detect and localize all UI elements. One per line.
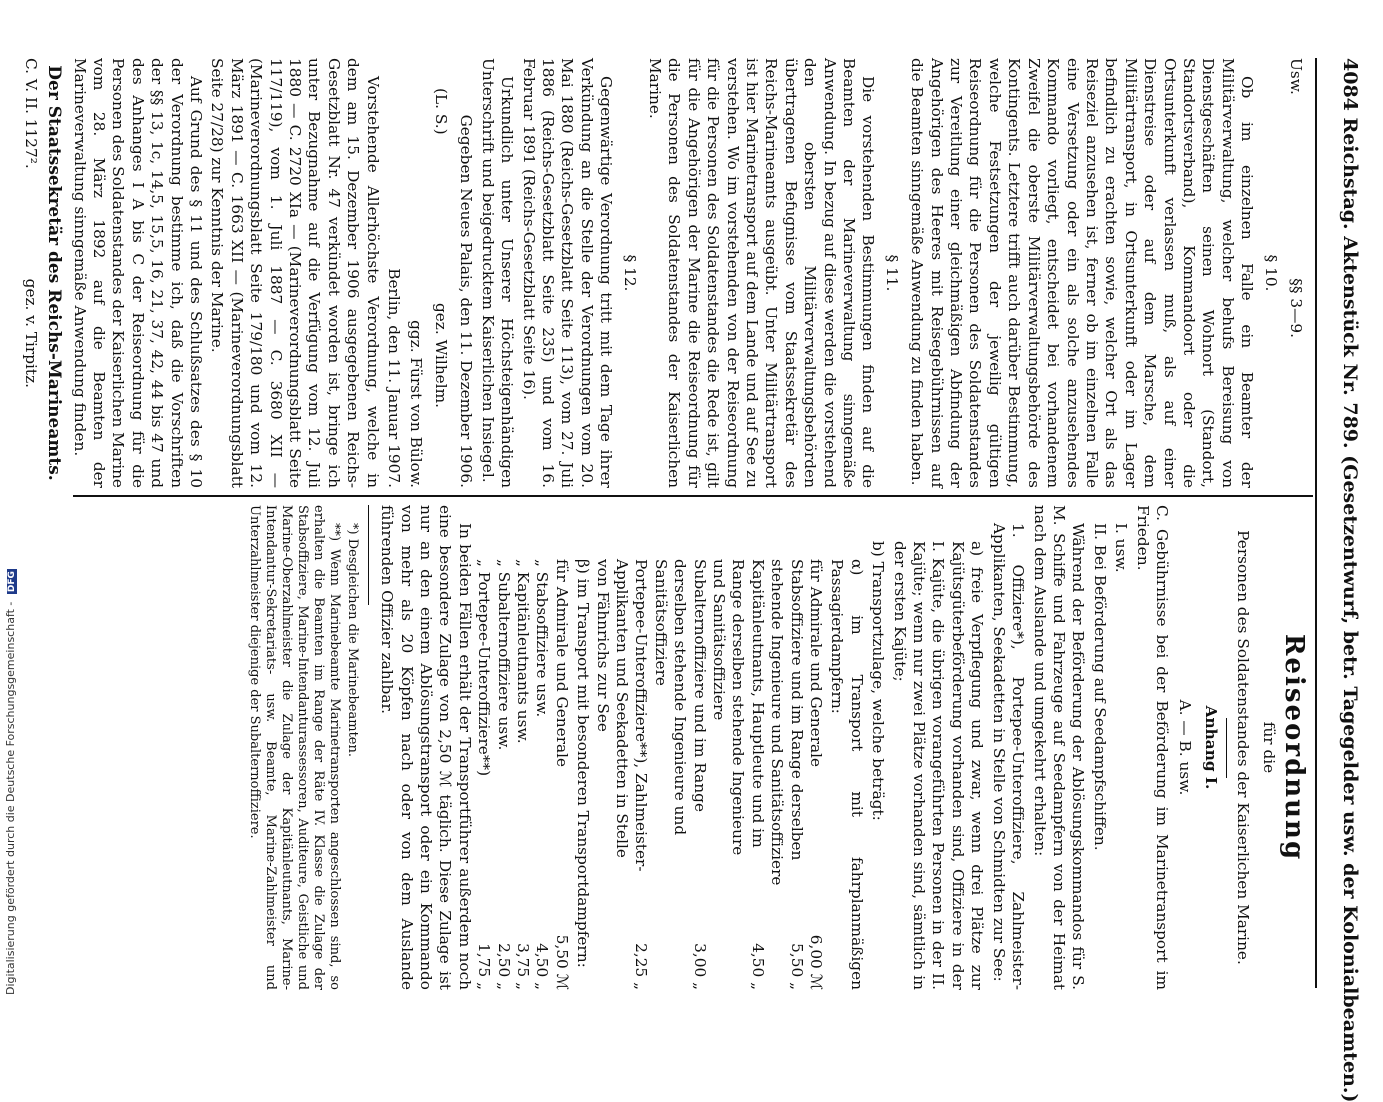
footnote-2: **) Wenn Marinebeamte Marinetransporten angeschlossen sind, so erhalten die Beamten im Range der Räte IV. Klasse die Zulage der Stabsoffiziere, Marine-Intendanturassessoren, Auditeure, Geistliche und Marine-Oberzahlmeister die Zulage der Kapitänleutnants, Marine-Intendantur-Sekretariats- usw. Beamte, Marine-Zahlmeister und Unterzahlmeister diejenige der Subalternoffiziere.: [246, 505, 342, 990]
rate-label: für Admirale und Generale: [807, 559, 826, 768]
rate-label: „ Kapitänleutnants usw.: [513, 559, 532, 744]
rate-value: 6,00 ℳ: [807, 934, 826, 990]
seal-ls: (L. S.): [431, 88, 450, 135]
reiseordnung-subtitle: Personen des Soldatenstandes der Kaiserlichen Marine.: [1234, 530, 1253, 965]
rate-label: Portepee-Unteroffiziere**), Zahlmeister-Applikanten und Seekadetten in Stelle von Fähnrichs zur See: [593, 559, 651, 872]
grund-text: Auf Grund des § 11 und des Schlußsatzes des § 10 der Verordnung bestimme ich, daß die Vorschriften der §§ 13, 1c, 14,5, 15,5, 16, 21, 37, 42, 44 bis 47 und des Anhanges I A bis C der Reiseordnung für die Personen des Soldatenstandes der Kaiserlichen Marine vom 28. März 1892 auf die Beamten der Marineverwaltung sinngemäße Anwendung finden.: [70, 58, 206, 488]
rate-kapit: [709, 505, 767, 990]
reiseordnung-title: Reiseordnung: [1279, 633, 1309, 862]
rate-subalt: [650, 505, 708, 990]
dfg-logo: DFG: [7, 571, 17, 593]
brate-port: [474, 505, 493, 990]
item-a: a) freie Verpflegung und zwar, wenn drei Plätze zur Kajütsgüterbeförderung vorhanden sind, Offiziere in der I. Kajüte, die übrigen vorangeführten Personen in der II. Kajüte; wenn nur zwei Plätze vorhanden sind, sämtlich in der ersten Kajüte;: [890, 541, 987, 990]
berlin-date: Berlin, den 11. Januar 1907.: [385, 268, 404, 488]
item-beta: β) im Transport mit besonderen Transportdampfern:: [574, 559, 593, 968]
item-1: 1. Offiziere*), Portepee-Unteroffiziere, Zahlmeister-Applikanten, Seekadetten in Stelle von Schmidten zur See:: [989, 523, 1028, 990]
berlin-text: Vorstehende Allerhöchste Verordnung, welche in dem am 15. Dezember 1906 ausgegebenen Reichs-Gesetzblatt Nr. 47 verkündet worden ist, bringe ich unter Bezugnahme auf die Verfügung vom 12. Juli 1880 — C. 2720 XIa — (Marineverordnungsblatt Seite 117/119), vom 1. Juli 1887 — C. 3680 XII — (Marineverordnungsblatt Seite 179/180 und vom 12. März 1891 — C. 1663 XII — (Marineverordnungsblatt Seite 27/28) zur Kenntnis der Marine.: [208, 58, 382, 488]
section-10-title: § 10.: [1261, 254, 1280, 292]
rate-value: 2,50 „: [494, 943, 513, 990]
anhang-title: Anhang I.: [1201, 705, 1220, 790]
right-column: [65, 505, 1309, 990]
section-10-text: Ob im einzelnen Falle ein Beamter der Militärverwaltung, welcher behufs Bereisung von Dienstgeschäften seinen Wohnort (Standort, Standortsverband), Kommandoort oder die Ortsunterkunft verlassen muß, als auf einer Dienstreise oder auf dem Marsche, dem Militärtransport, in Ortsunterkunft oder im Lager befindlich zu erachten sowie, welcher Ort als das Reiseziel anzusehen ist, ferner ob im einzelnen Falle eine Versetzung oder ein als solche anzusehendes Kommando vorliegt, entscheidet bei vorhandenem Zweifel die oberste Militärverwaltungsbehörde des Kontingents. Letztere trifft auch darüber Bestimmung, welche Festsetzungen der jeweilig gültigen Reiseordnung für die Personen des Soldatenstandes zur Vereitlung einer gleichmäßigen Abfindung der Angehörigen des Heeres mit Reisegebührnissen auf die Beamten sinngemäße Anwendung zu finden haben.: [908, 58, 1257, 488]
staatssekretaer: Der Staatssekretär des Reichs-Marineamts.: [44, 65, 65, 481]
item-alpha: α) im Transport mit fahrplanmäßigen Passagierdampfern:: [828, 559, 866, 990]
reference-number: C. V. II. 1127².: [21, 58, 40, 169]
signature-line: [431, 58, 450, 488]
footnote-1: *) Desgleichen die Marinebeamten.: [344, 523, 360, 757]
usw-line: [1286, 58, 1305, 488]
column-divider: [73, 495, 1313, 497]
left-column: [21, 58, 1305, 488]
section-12-text: Gegenwärtige Verordnung tritt mit dem Tage ihrer Verkündung an die Stelle der Verordnungen vom 20. Mai 1880 (Reichs-Gesetzblatt Seite 113), vom 27. Juli 1886 (Reichs-Gesetzblatt Seite 235) und vom 16. Februar 1891 (Reichs-Gesetzblatt Seite 16).: [519, 58, 616, 488]
rate-label: „ Portepee-Unteroffiziere**): [475, 559, 494, 777]
ii-line: II. Bei Beförderung auf Seedampfschiffen.: [1090, 523, 1109, 851]
para-range: §§ 3—9.: [1287, 278, 1305, 338]
brate-stabs: [532, 505, 551, 990]
rate-portepee: [592, 505, 650, 990]
place-date: Gegeben Neues Palais, den 11. Dezember 1906.: [457, 114, 476, 488]
rate-label: „ Stabsoffiziere usw.: [533, 559, 552, 718]
rate-value: 2,25 „: [632, 943, 651, 990]
rate-value: 3,75 „: [513, 943, 532, 990]
section-12-text2: Urkundlich unter Unserer Höchsteigenhändigen Unterschrift und beigedrucktem Kaiserlichen Insiegel.: [478, 58, 517, 488]
page-header: 4084 Reichstag. Aktenstück Nr. 789. (Gesetzentwurf, betr. Tagegelder usw. der Kolonialbeamten.): [1339, 58, 1361, 1102]
rate-label: für Admirale und Generale: [552, 559, 571, 768]
footnote-rule: [368, 505, 369, 605]
rate-admirale: [806, 505, 825, 990]
rate-value: 4,50 „: [748, 943, 767, 990]
digitization-note: [4, 571, 18, 995]
rate-value: 4,50 „: [533, 943, 552, 990]
rate-label: Stabsoffiziere und im Range derselben stehende Ingenieure und Sanitätsoffiziere: [768, 559, 806, 886]
brate-adm: [551, 505, 570, 990]
section-12-title: § 12.: [620, 254, 639, 292]
usw-text: Usw.: [1287, 58, 1305, 95]
rate-stabs: [767, 505, 806, 990]
rate-label: Subalternoffiziere und im Range derselben stehende Ingenieure und Sanitätsoffiziere: [651, 559, 709, 836]
item-b: b) Transportzulage, welche beträgt:: [869, 541, 888, 821]
ref-line: [20, 58, 39, 488]
rate-label: Kapitänleutnants, Hauptleute und im Range derselben stehende Ingenieure und Sanitätsoffiziere: [710, 559, 767, 856]
i-usw: I. usw.: [1112, 523, 1131, 573]
signature-buelow: ggz. Fürst von Bülow.: [406, 320, 425, 488]
header-rule: [1315, 58, 1317, 988]
ab-line: A. — B. usw.: [1176, 699, 1195, 796]
section-11-title: § 11.: [882, 254, 901, 292]
signature-tirpitz: gez. v. Tirpitz.: [21, 278, 40, 388]
ii-text: Während der Beförderung der Ablösungskommandos für S. M. Schiffe und Fahrzeuge auf Seedampfern von der Heimat nach dem Auslande und umgekehrt erhalten:: [1030, 505, 1088, 990]
brate-subalt: [493, 505, 512, 990]
section-11-text: Die vorstehenden Bestimmungen finden auf die Beamten der Marineverwaltung sinngemäße Anwendung. In bezug auf diese werden die vorstehend den obersten Militärverwaltungsbehörden übertragenen Befugnisse vom Staatssekretär des Reichs-Marineamts ausgeübt. Unter Militärtransport ist hier Marinetransport auf dem Lande und auf See zu verstehen. Wo im vorstehenden von der Reiseordnung für die Personen des Soldatenstandes die Rede ist, gilt für die Angehörigen der Marine die Reiseordnung für die Personen des Soldatenstandes der Kaiserlichen Marine.: [646, 58, 878, 488]
rate-label: „ Subalternoffiziere usw.: [494, 559, 513, 751]
both-text: In beiden Fällen erhält der Transportführer außerdem noch eine besondere Zulage von 2,50 ℳ täglich. Diese Zulage ist nur an den einem Ablösungstransport oder ein Kommando von mehr als 20 Köpfen nach oder von dem Auslande führenden Offizier zahlbar.: [378, 505, 474, 990]
rate-value: 5,50 ℳ: [552, 934, 571, 990]
brate-kapit: [513, 505, 532, 990]
fuer-die: für die: [1259, 721, 1278, 774]
c-line: C. Gebührnisse bei der Beförderung im Marinetransport im Frieden.: [1133, 505, 1171, 990]
rate-value: 5,50 „: [787, 943, 806, 990]
rate-value: 3,00 „: [690, 943, 709, 990]
signature-wilhelm: gez. Wilhelm.: [431, 302, 450, 408]
short-rule: [1226, 718, 1227, 778]
digitization-text: Digitalisierung gefördert durch die Deutsche Forschungsgemeinschaft -: [4, 601, 17, 995]
rate-value: 1,75 „: [475, 943, 494, 990]
